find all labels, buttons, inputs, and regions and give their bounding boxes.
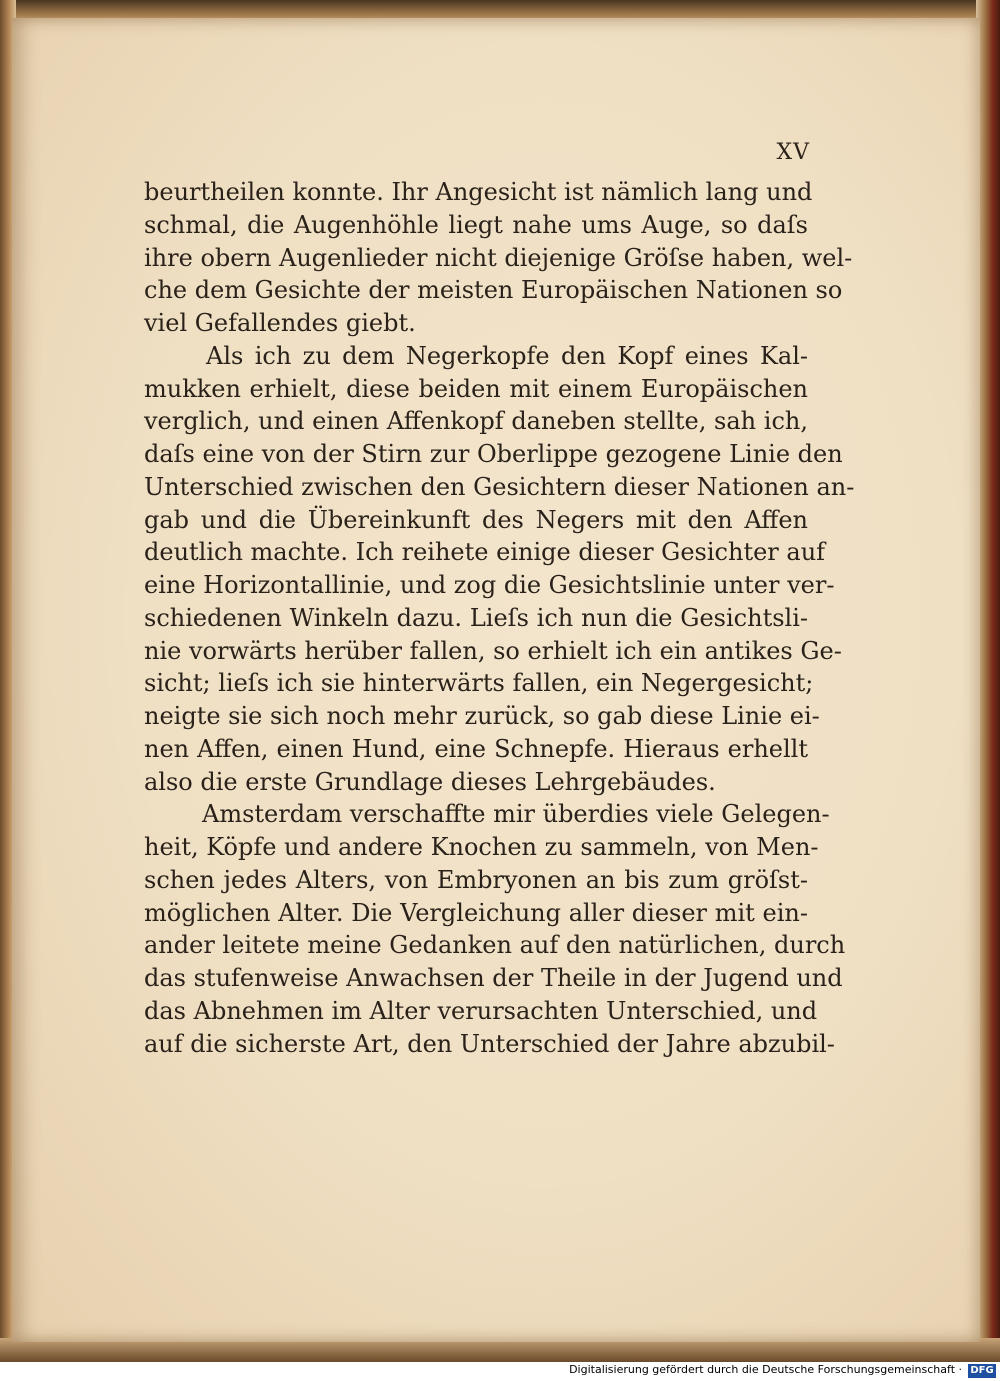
text-line: che dem Gesichte der meisten Europäischen Nationen so xyxy=(144,276,843,305)
text-line: viel Gefallendes giebt. xyxy=(144,309,416,337)
text-line: Als ich zu dem Negerkopfe den Kopf eines Kal- xyxy=(206,341,808,370)
text-line: schmal, die Augenhöhle liegt nahe ums Auge, so daſs xyxy=(144,210,808,239)
text-line: also die erste Grundlage dieses Lehrgebäudes. xyxy=(144,767,716,796)
text-line: ander leitete meine Gedanken auf den natürlichen, durch xyxy=(144,931,846,960)
text-line: nie vorwärts herüber fallen, so erhielt ich ein antikes Ge- xyxy=(144,636,842,665)
text-line: neigte sie sich noch mehr zurück, so gab diese Linie ei- xyxy=(144,702,820,730)
text-line: beurtheilen konnte. Ihr Angesicht ist nämlich lang und xyxy=(144,178,813,206)
text-line: möglichen Alter. Die Vergleichung aller dieser mit ein- xyxy=(144,898,808,927)
page-text xyxy=(144,176,855,1060)
text-line: das stufenweise Anwachsen der Theile in der Jugend und xyxy=(144,964,843,992)
page-number: XV xyxy=(776,140,810,165)
text-line: das Abnehmen im Alter verursachten Unterschied, und xyxy=(144,996,818,1025)
text-line: gab und die Übereinkunft des Negers mit den Affen xyxy=(144,505,808,534)
text-line: mukken erhielt, diese beiden mit einem Europäischen xyxy=(144,374,808,403)
text-line: auf die sicherste Art, den Unterschied der Jahre abzubil- xyxy=(144,1029,835,1058)
text-line: verglich, und einen Affenkopf daneben stellte, sah ich, xyxy=(144,407,808,436)
dfg-logo-icon: DFG xyxy=(968,1364,996,1378)
text-line: sicht; lieſs ich sie hinterwärts fallen, ein Negergesicht; xyxy=(144,669,814,698)
text-line: Amsterdam verschaffte mir überdies viele Gelegen- xyxy=(202,800,830,829)
text-line: daſs eine von der Stirn zur Oberlippe gezogene Linie den xyxy=(144,440,843,468)
text-line: Unterschied zwischen den Gesichtern dieser Nationen an- xyxy=(144,472,855,501)
text-line: eine Horizontallinie, und zog die Gesichtslinie unter ver- xyxy=(144,571,835,599)
text-line: nen Affen, einen Hund, eine Schnepfe. Hieraus erhellt xyxy=(144,734,808,763)
footer-bar xyxy=(0,1362,1000,1381)
text-line: deutlich machte. Ich reihete einige dieser Gesichter auf xyxy=(144,538,826,567)
text-line: heit, Köpfe und andere Knochen zu sammeln, von Men- xyxy=(144,833,819,861)
text-line: schen jedes Alters, von Embryonen an bis zum gröſst- xyxy=(144,865,808,894)
text-line: ihre obern Augenlieder nicht diejenige Gröſse haben, wel- xyxy=(144,243,853,272)
funding-credit: Digitalisierung gefördert durch die Deutsche Forschungsgemeinschaft · xyxy=(569,1363,962,1376)
text-line: schiedenen Winkeln dazu. Lieſs ich nun die Gesichtsli- xyxy=(144,603,808,632)
